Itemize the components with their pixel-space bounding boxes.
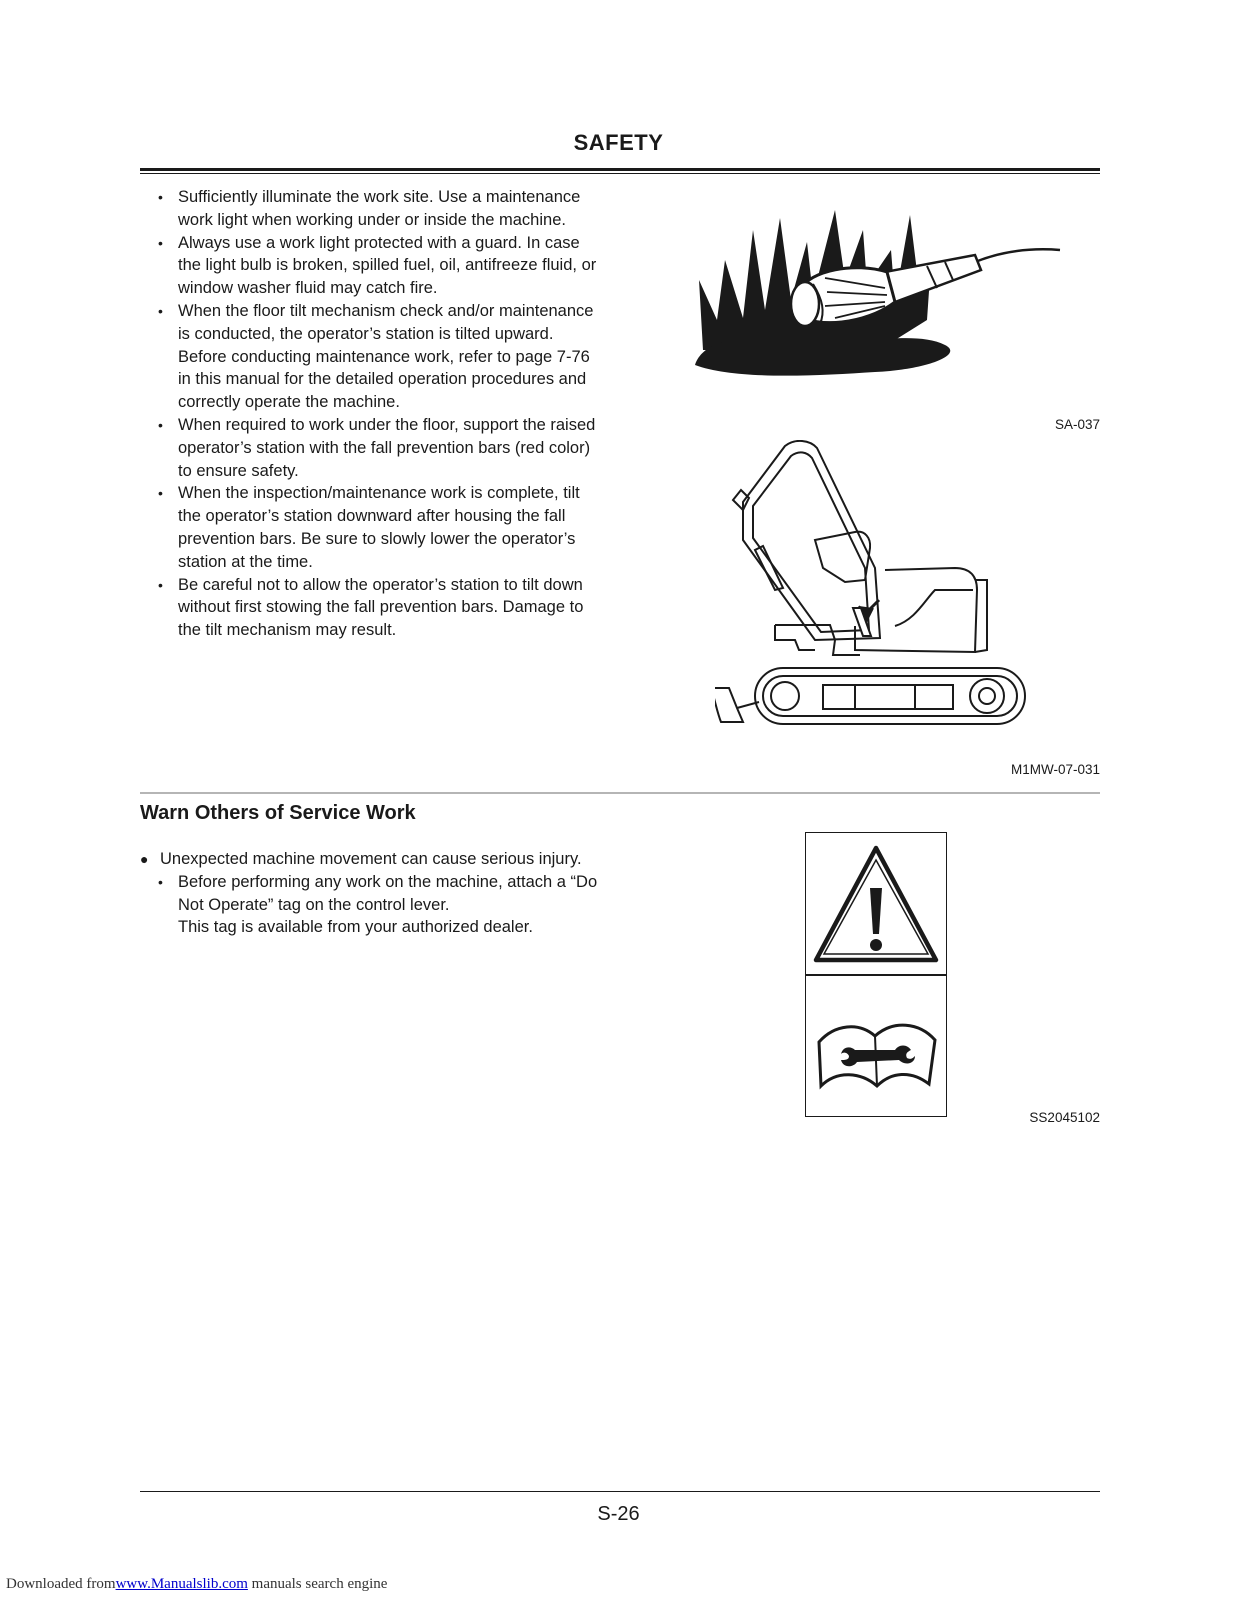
bullet-line: the tilt mechanism may result.: [178, 621, 397, 640]
manualslib-link[interactable]: www.Manualslib.com: [115, 1576, 248, 1592]
bullet-line: When required to work under the floor, support the raised: [178, 415, 596, 434]
warn-bullet-list: [140, 848, 660, 939]
download-prefix: Downloaded from: [6, 1576, 116, 1592]
bullet-line: When the inspection/maintenance work is complete, tilt: [178, 484, 580, 503]
download-attribution: [6, 1576, 387, 1593]
bullet-line: Always use a work light protected with a guard. In case: [178, 233, 580, 252]
safety-bullet-list: [158, 186, 658, 642]
warning-triangle-icon: [810, 842, 942, 967]
warn-main-text: Unexpected machine movement can cause serious injury.: [160, 850, 582, 868]
bullet-line: the light bulb is broken, spilled fuel, oil, antifreeze fluid, or: [178, 256, 597, 275]
bullet-item: [158, 300, 658, 414]
manual-wrench-icon: [815, 1010, 939, 1098]
page-number: S-26: [597, 1503, 640, 1525]
bullet-dot: •: [158, 576, 163, 593]
warn-sub-continuation: This tag is available from your authorized dealer.: [178, 918, 533, 937]
bullet-line: operator’s station with the fall prevention bars (red color): [178, 438, 591, 457]
bullet-line: station at the time.: [178, 552, 313, 571]
bullet-line: window washer fluid may catch fire.: [178, 279, 438, 298]
bullet-line: Be careful not to allow the operator’s station to tilt down: [178, 575, 583, 594]
warn-sub-bullet: [140, 871, 660, 917]
bullet-dot: •: [158, 873, 163, 890]
bullet-line: the operator’s station downward after housing the fall: [178, 507, 566, 526]
bullet-item: [158, 232, 658, 300]
bullet-line: is conducted, the operator’s station is tilted upward.: [178, 324, 554, 343]
bullet-line: Sufficiently illuminate the work site. Use a maintenance: [178, 188, 581, 206]
figure-label-m1mw: M1MW-07-031: [1010, 762, 1100, 777]
bullet-line: When the floor tilt mechanism check and/or maintenance: [178, 301, 594, 320]
bullet-item: [158, 186, 658, 232]
bullet-item: [158, 482, 658, 573]
bullet-line: without first stowing the fall prevention bars. Damage to: [178, 598, 584, 617]
bullet-dot: •: [158, 416, 163, 433]
section-heading: Warn Others of Service Work: [140, 802, 416, 824]
warn-main-bullet: [140, 848, 660, 871]
bullet-item: [158, 574, 658, 642]
bullet-dot: •: [158, 485, 163, 502]
bullet-line: in this manual for the detailed operation procedures and: [178, 370, 587, 389]
bullet-dot: •: [158, 189, 163, 205]
warning-sign-divider: [805, 974, 947, 976]
bullet-line: prevention bars. Be sure to slowly lower the operator’s: [178, 529, 576, 548]
header-rule-thin: [140, 173, 1100, 174]
bullet-line: correctly operate the machine.: [178, 393, 400, 412]
page-title: SAFETY: [573, 130, 664, 155]
download-suffix: manuals search engine: [247, 1576, 388, 1592]
section-divider: [140, 792, 1100, 794]
warn-sub-line: Not Operate” tag on the control lever.: [178, 895, 450, 914]
footer-rule: [140, 1491, 1100, 1492]
warn-sub-line: Before performing any work on the machine, attach a “Do: [178, 872, 598, 891]
bullet-line: to ensure safety.: [178, 461, 299, 480]
work-light-fire-illustration: [695, 200, 1075, 385]
bullet-dot: •: [158, 302, 163, 319]
bullet-dot: •: [158, 234, 163, 251]
excavator-tilted-station-illustration: [715, 440, 1035, 745]
bullet-line: Before conducting maintenance work, refer to page 7-76: [178, 347, 590, 366]
bullet-item: [158, 414, 658, 482]
bullet-line: work light when working under or inside the machine.: [178, 210, 566, 229]
header-rule-thick: [140, 168, 1100, 171]
figure-label-ss2045102: SS2045102: [1029, 1110, 1100, 1125]
figure-label-sa037: SA-037: [1054, 417, 1100, 432]
bullet-dot-large: ●: [140, 851, 149, 867]
